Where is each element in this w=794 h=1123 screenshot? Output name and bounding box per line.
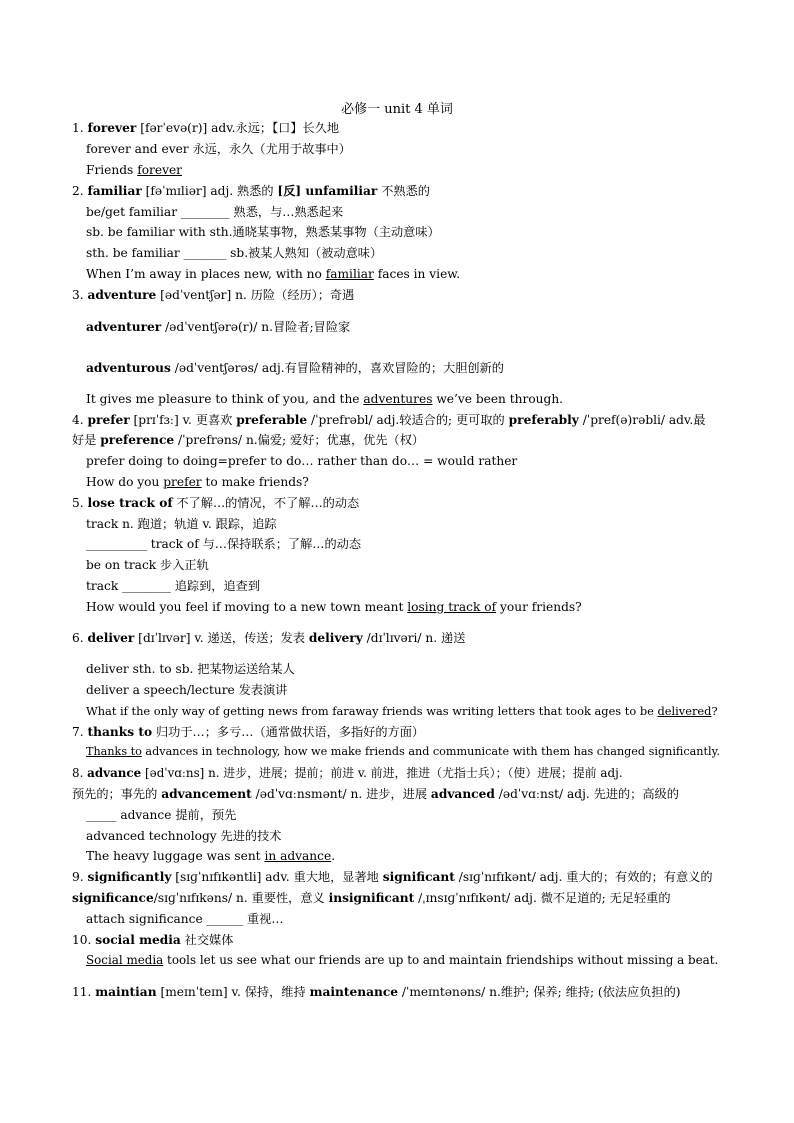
usage-line: advanced technology 先进的技术 [86, 829, 282, 843]
derived-word: significant [382, 870, 455, 884]
example-line: How would you feel if moving to a new town meant losing track of your friends? [86, 600, 582, 614]
underlined-word: forever [137, 163, 182, 177]
underlined-word: familiar [325, 267, 374, 281]
entry-forever [72, 120, 339, 136]
usage-line: __________ track of 与…保持联系；了解…的动态 [86, 537, 362, 551]
headword: prefer [87, 413, 130, 427]
entry-social-media: 10. social media 社交媒体 [72, 933, 234, 947]
derived-word: advancement [161, 787, 252, 801]
underlined-word: Social media [86, 953, 164, 967]
phonetic-definition: [fərˈevə(r)] adv.永远；【口】长久地 [136, 121, 340, 135]
derived-word: delivery [308, 631, 363, 645]
headword: thanks to [87, 725, 153, 739]
example-line: The heavy luggage was sent in advance. [86, 849, 336, 863]
usage-line: forever and ever 永远，永久（尤用于故事中） [86, 142, 351, 156]
continuation-line: 好是 preference /ˈprefrəns/ n.偏爱; 爱好；优惠，优先（权） [72, 433, 425, 447]
continuation-line: 预先的；事先的 advancement /ədˈvɑːnsmənt/ n. 进步，进展 advanced /ədˈvɑːnst/ adj. 先进的；高级的 [72, 787, 679, 801]
derived-word-line: adventurer /ədˈventʃərə(r)/ n.冒险者;冒险家 [86, 320, 351, 334]
antonym-definition: 不熟悉的 [377, 184, 430, 198]
entry-number: 7. [72, 725, 84, 739]
derived-word: preferably [508, 413, 579, 427]
underlined-word: prefer [163, 475, 202, 489]
headword: social media [95, 933, 181, 947]
entry-prefer: 4. prefer [prɪˈfɜː] v. 更喜欢 preferable /ˈprefrəbl/ adj.较适合的; 更可取的 preferably /ˈpref(ə)rəbli/ adv.最 [72, 413, 706, 427]
usage-line: attach significance ______ 重视… [86, 912, 284, 926]
headword: deliver [87, 631, 135, 645]
example-line: Thanks to advances in technology, how we make friends and communicate with them has changed significantly. [86, 745, 720, 758]
phonetic-definition: [ədˈventʃər] n. 历险（经历）；奇遇 [156, 288, 355, 302]
entry-deliver: 6. deliver [dɪˈlɪvər] v. 递送，传送；发表 delivery /dɪˈlɪvəri/ n. 递送 [72, 631, 466, 645]
usage-line: sb. be familiar with sth.通晓某事物，熟悉某事物（主动意味） [86, 225, 440, 239]
underlined-word: adventures [363, 392, 433, 406]
underlined-word: delivered [657, 704, 712, 718]
example-line: When I’m away in places new, with no familiar faces in view. [86, 267, 461, 281]
usage-line: track ________ 追踪到，追查到 [86, 579, 261, 593]
underlined-word: in advance [264, 849, 332, 863]
entry-number: 4. [72, 413, 84, 427]
entry-number: 9. [72, 870, 84, 884]
headword: maintian [95, 985, 157, 999]
entry-number: 6. [72, 631, 84, 645]
usage-line: sth. be familiar _______ sb.被某人熟知（被动意味） [86, 246, 383, 260]
usage-line: be on track 步入正轨 [86, 558, 209, 572]
entry-number: 1. [72, 121, 84, 135]
entry-thanks-to: 7. thanks to 归功于…；多亏…（通常做状语，多指好的方面） [72, 725, 425, 739]
entry-number: 5. [72, 496, 84, 510]
usage-line: deliver sth. to sb. 把某物运送给某人 [86, 662, 295, 676]
entry-adventure [72, 287, 354, 303]
derived-word-line: adventurous /ədˈventʃərəs/ adj.有冒险精神的，喜欢冒险的；大胆创新的 [86, 361, 504, 375]
derived-word: insignificant [328, 891, 415, 905]
usage-line: be/get familiar ________ 熟悉，与…熟悉起来 [86, 205, 344, 219]
headword: forever [87, 121, 137, 135]
entry-advance: 8. advance [ədˈvɑːns] n. 进步，进展；提前；前进 v. 前进，推进（尤指士兵）；（使）进展；提前 adj. [72, 766, 623, 780]
headword: familiar [87, 184, 142, 198]
entry-number: 8. [72, 766, 84, 780]
example-line: What if the only way of getting news from faraway friends was writing letters that took ages to be delivered? [86, 704, 718, 718]
continuation-line: significance/sɪɡˈnɪfɪkəns/ n. 重要性，意义 insignificant /ˌɪnsɪɡˈnɪfɪkənt/ adj. 微不足道的; 无足轻重的 [72, 891, 671, 905]
page-title: 必修一 unit 4 单词 [341, 102, 453, 117]
usage-line: _____ advance 提前，预先 [86, 808, 237, 822]
derived-word: preferable [236, 413, 308, 427]
example-line: Social media tools let us see what our friends are up to and maintain friendships without missing a beat. [86, 953, 719, 967]
underlined-word: losing track of [407, 600, 497, 614]
derived-word: adventurous [86, 361, 171, 375]
entry-number: 10. [72, 933, 92, 947]
headword: lose track of [87, 496, 173, 510]
entry-maintain: 11. maintian [meɪnˈteɪn] v. 保持，维持 maintenance /ˈmeɪntənəns/ n.维护; 保养; 维持; (依法应负担的) [72, 985, 681, 999]
entry-number: 3. [72, 288, 84, 302]
derived-word: preference [100, 433, 175, 447]
headword: adventure [87, 288, 157, 302]
entry-lose-track-of: 5. lose track of 不了解…的情况，不了解…的动态 [72, 496, 360, 510]
antonym: [反] unfamiliar [277, 184, 378, 198]
derived-word: advanced [430, 787, 495, 801]
underlined-word: Thanks to [86, 745, 142, 758]
example-line: Friends forever [86, 163, 182, 177]
phonetic-definition: [fəˈmɪliər] adj. 熟悉的 [141, 184, 278, 198]
derived-word: adventurer [86, 320, 162, 334]
usage-line: deliver a speech/lecture 发表演讲 [86, 683, 288, 697]
usage-line: track n. 跑道；轨道 v. 跟踪，追踪 [86, 517, 277, 531]
headword: advance [87, 766, 142, 780]
usage-line: prefer doing to doing=prefer to do… rather than do… = would rather [86, 454, 518, 468]
entry-familiar [72, 183, 430, 199]
headword: significantly [87, 870, 172, 884]
example-line: It gives me pleasure to think of you, and the adventures we’ve been through. [86, 392, 564, 406]
derived-word: significance [72, 891, 154, 905]
example-line: How do you prefer to make friends? [86, 475, 309, 489]
derived-word: maintenance [309, 985, 399, 999]
entry-number: 2. [72, 184, 84, 198]
entry-number: 11. [72, 985, 92, 999]
entry-significantly: 9. significantly [sɪɡˈnɪfɪkəntli] adv. 重大地，显著地 significant /sɪɡˈnɪfɪkənt/ adj. 重大的；有效的；有意义的 [72, 870, 713, 884]
